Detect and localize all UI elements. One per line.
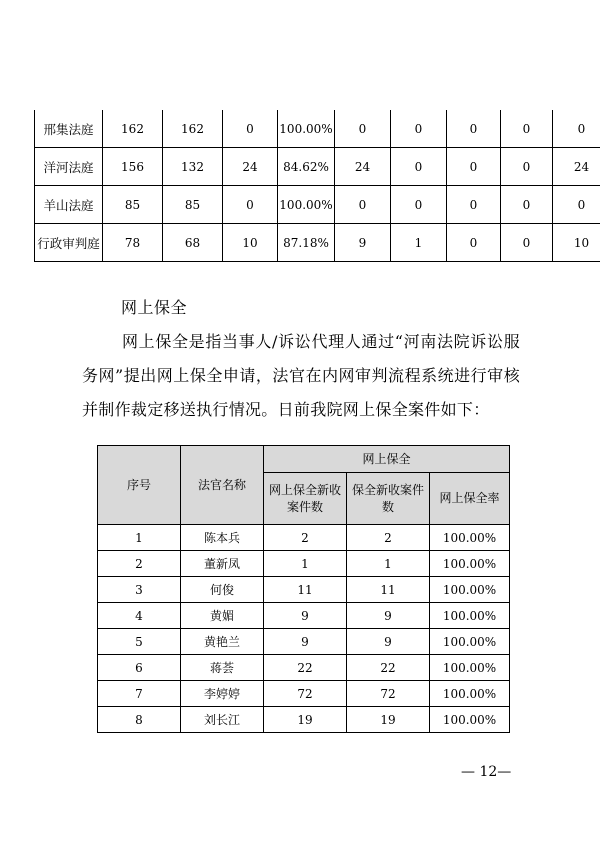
table-row [98,525,510,551]
new_cases-cell: 11 [264,577,347,603]
judge-cell: 李婷婷 [181,681,264,707]
value-cell: 84.62% [278,148,335,186]
value-cell: 0 [501,148,553,186]
cases-cell: 11 [347,577,430,603]
new_cases-cell: 72 [264,681,347,707]
rate-cell: 100.00% [430,681,510,707]
seq-cell: 5 [98,629,181,655]
value-cell: 0 [391,148,447,186]
value-cell: 24 [553,148,600,186]
cases-cell: 1 [347,551,430,577]
value-cell: 0 [391,186,447,224]
cases-cell: 9 [347,603,430,629]
judge-cell: 刘长江 [181,707,264,733]
new_cases-cell: 9 [264,629,347,655]
cases-cell: 9 [347,629,430,655]
judge-cell: 何俊 [181,577,264,603]
value-cell: 87.18% [278,224,335,262]
table-row [98,655,510,681]
rate-cell: 100.00% [430,525,510,551]
value-cell: 24 [335,148,391,186]
value-cell: 0 [501,224,553,262]
value-cell: 100.00% [278,186,335,224]
rate-cell: 100.00% [430,577,510,603]
new_cases-cell: 19 [264,707,347,733]
value-cell: 0 [447,186,501,224]
seq-cell: 3 [98,577,181,603]
section-paragraph: 网上保全是指当事人/诉讼代理人通过“河南法院诉讼服务网”提出网上保全申请，法官在内网审判流程系统进行审核并制作裁定移送执行情况。日前我院网上保全案件如下： [82,332,520,419]
judge-cell: 蒋荟 [181,655,264,681]
table-row [35,148,600,186]
table-row [35,224,600,262]
table-row [98,707,510,733]
rate-cell: 100.00% [430,551,510,577]
cases-cell: 19 [347,707,430,733]
header-new-cases: 网上保全新收案件数 [264,473,347,525]
rate-cell: 100.00% [430,629,510,655]
value-cell: 0 [223,110,278,148]
table-row [98,681,510,707]
value-cell: 85 [103,186,163,224]
table-row [98,603,510,629]
value-cell: 0 [447,148,501,186]
new_cases-cell: 1 [264,551,347,577]
value-cell: 0 [335,186,391,224]
page-number: — 12— [461,764,512,780]
judge-cell: 董新凤 [181,551,264,577]
value-cell: 162 [163,110,223,148]
seq-cell: 2 [98,551,181,577]
value-cell: 68 [163,224,223,262]
value-cell: 0 [335,110,391,148]
rate-cell: 100.00% [430,707,510,733]
value-cell: 0 [501,110,553,148]
value-cell: 10 [553,224,600,262]
value-cell: 1 [391,224,447,262]
value-cell: 132 [163,148,223,186]
court-name-cell: 邢集法庭 [35,110,103,148]
value-cell: 156 [103,148,163,186]
value-cell: 100.00% [278,110,335,148]
rate-cell: 100.00% [430,603,510,629]
header-group: 网上保全 [264,446,510,473]
value-cell: 0 [553,110,600,148]
table-row [35,186,600,224]
cases-cell: 2 [347,525,430,551]
value-cell: 0 [501,186,553,224]
seq-cell: 1 [98,525,181,551]
new_cases-cell: 9 [264,603,347,629]
seq-cell: 4 [98,603,181,629]
seq-cell: 7 [98,681,181,707]
judge-cell: 黄媚 [181,603,264,629]
header-cases: 保全新收案件数 [347,473,430,525]
value-cell: 0 [447,224,501,262]
value-cell: 0 [391,110,447,148]
table-row [98,577,510,603]
judge-cell: 黄艳兰 [181,629,264,655]
value-cell: 85 [163,186,223,224]
value-cell: 24 [223,148,278,186]
new_cases-cell: 2 [264,525,347,551]
value-cell: 0 [223,186,278,224]
value-cell: 0 [447,110,501,148]
online-preservation-table [97,445,510,733]
table-row [98,629,510,655]
court-name-cell: 洋河法庭 [35,148,103,186]
value-cell: 0 [553,186,600,224]
value-cell: 162 [103,110,163,148]
table-row [35,110,600,148]
court-name-cell: 行政审判庭 [35,224,103,262]
seq-cell: 6 [98,655,181,681]
header-seq: 序号 [98,446,181,525]
seq-cell: 8 [98,707,181,733]
new_cases-cell: 22 [264,655,347,681]
value-cell: 10 [223,224,278,262]
value-cell: 78 [103,224,163,262]
cases-cell: 72 [347,681,430,707]
court-stats-table [34,110,600,262]
section-heading: 网上保全 [121,298,188,317]
rate-cell: 100.00% [430,655,510,681]
header-rate: 网上保全率 [430,473,510,525]
court-name-cell: 羊山法庭 [35,186,103,224]
header-judge: 法官名称 [181,446,264,525]
value-cell: 9 [335,224,391,262]
judge-cell: 陈本兵 [181,525,264,551]
table-row [98,551,510,577]
cases-cell: 22 [347,655,430,681]
